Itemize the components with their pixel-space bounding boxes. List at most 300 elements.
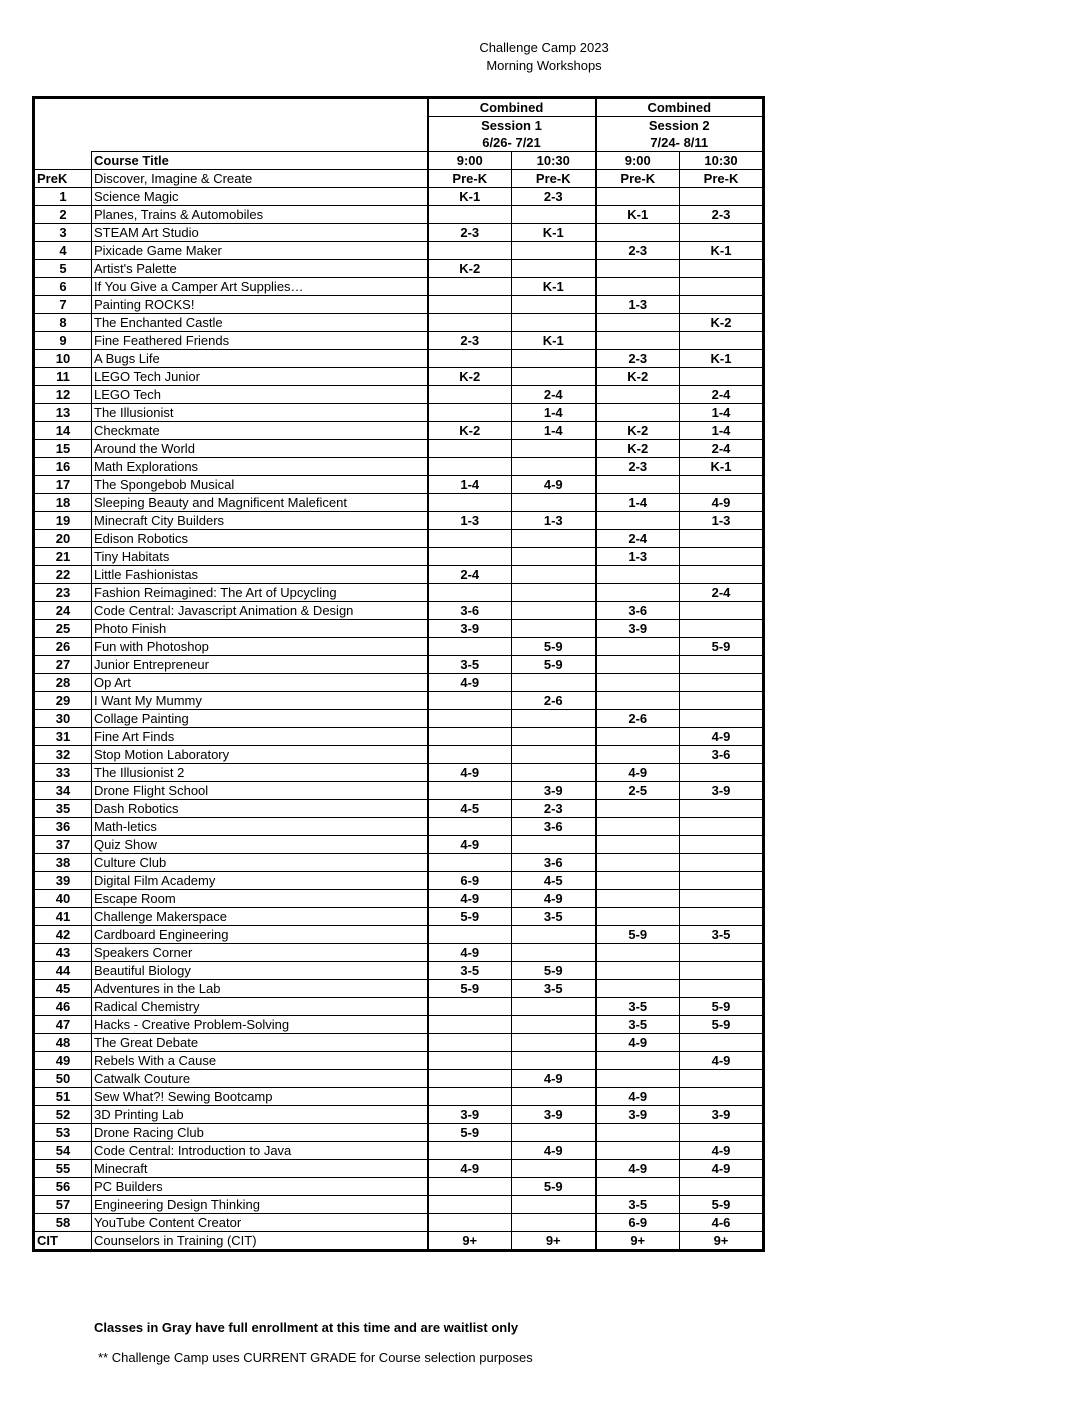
table-row: [34, 620, 764, 638]
session1-9am-grades: [428, 1052, 512, 1070]
course-number: 18: [34, 494, 92, 512]
session2-9am-grades: [596, 818, 680, 836]
course-number: 29: [34, 692, 92, 710]
session1-1030-grades: K-1: [512, 278, 596, 296]
table-row: [34, 242, 764, 260]
course-number: CIT: [34, 1232, 92, 1251]
session1-9am-grades: K-1: [428, 188, 512, 206]
session2-1030-grades: 2-4: [680, 584, 764, 602]
course-title: Checkmate: [92, 422, 428, 440]
course-title: The Illusionist 2: [92, 764, 428, 782]
session1-1030-grades: [512, 836, 596, 854]
course-title: Code Central: Javascript Animation & Design: [92, 602, 428, 620]
course-title: Fine Feathered Friends: [92, 332, 428, 350]
course-title: Planes, Trains & Automobiles: [92, 206, 428, 224]
session2-1030-grades: 3-9: [680, 782, 764, 800]
session2-1030-grades: K-1: [680, 458, 764, 476]
session1-1030-grades: [512, 620, 596, 638]
course-title: The Great Debate: [92, 1034, 428, 1052]
session1-9am-grades: [428, 854, 512, 872]
session1-9am-grades: [428, 1070, 512, 1088]
course-title: Digital Film Academy: [92, 872, 428, 890]
session2-1030-grades: 9+: [680, 1232, 764, 1251]
table-row: [34, 1070, 764, 1088]
course-number: 57: [34, 1196, 92, 1214]
course-number: 10: [34, 350, 92, 368]
session1-9am-grades: [428, 242, 512, 260]
course-title: Rebels With a Cause: [92, 1052, 428, 1070]
session2-1030-grades: 1-4: [680, 404, 764, 422]
session2-9am-grades: 2-3: [596, 242, 680, 260]
session1-1030-grades: 4-9: [512, 1070, 596, 1088]
course-number: 43: [34, 944, 92, 962]
session1-9am-grades: 3-9: [428, 1106, 512, 1124]
session2-9am-grades: [596, 386, 680, 404]
table-row: [34, 368, 764, 386]
course-number: 41: [34, 908, 92, 926]
session1-1030-grades: 2-4: [512, 386, 596, 404]
course-title: Fun with Photoshop: [92, 638, 428, 656]
session2-9am-grades: 3-6: [596, 602, 680, 620]
session2-9am-grades: Pre-K: [596, 170, 680, 188]
session2-1030-grades: [680, 800, 764, 818]
course-title: Sleeping Beauty and Magnificent Maleficent: [92, 494, 428, 512]
course-number: PreK: [34, 170, 92, 188]
course-title: Around the World: [92, 440, 428, 458]
session2-1030-grades: 1-4: [680, 422, 764, 440]
session2-9am-grades: K-2: [596, 422, 680, 440]
session1-1030-grades: [512, 1160, 596, 1178]
session1-9am-grades: 9+: [428, 1232, 512, 1251]
course-number: 51: [34, 1088, 92, 1106]
session1-1030-grades: [512, 710, 596, 728]
table-row: [34, 296, 764, 314]
session2-1030-grades: 4-9: [680, 728, 764, 746]
course-number: 4: [34, 242, 92, 260]
session1-9am-grades: [428, 404, 512, 422]
course-title: Discover, Imagine & Create: [92, 170, 428, 188]
course-number: 37: [34, 836, 92, 854]
session2-1030-grades: [680, 908, 764, 926]
course-title: Science Magic: [92, 188, 428, 206]
session2-9am-grades: K-1: [596, 206, 680, 224]
session2-9am-grades: 1-4: [596, 494, 680, 512]
course-title: Sew What?! Sewing Bootcamp: [92, 1088, 428, 1106]
course-title: Engineering Design Thinking: [92, 1196, 428, 1214]
session2-label: Session 2: [596, 117, 764, 135]
session2-9am-grades: [596, 584, 680, 602]
session1-9am-grades: [428, 710, 512, 728]
session1-9am-grades: 5-9: [428, 908, 512, 926]
session2-9am-grades: 4-9: [596, 764, 680, 782]
course-title: Op Art: [92, 674, 428, 692]
table-row: [34, 1142, 764, 1160]
session1-9am-grades: [428, 350, 512, 368]
session2-9am-grades: 3-9: [596, 1106, 680, 1124]
table-row: [34, 1160, 764, 1178]
course-number: 23: [34, 584, 92, 602]
session1-9am-grades: [428, 458, 512, 476]
table-row: [34, 476, 764, 494]
session1-9am-grades: 5-9: [428, 980, 512, 998]
time-header: 10:30: [512, 152, 596, 170]
session2-9am-grades: [596, 890, 680, 908]
session1-9am-grades: [428, 440, 512, 458]
session2-9am-grades: 2-5: [596, 782, 680, 800]
course-title: Challenge Makerspace: [92, 908, 428, 926]
course-title: Edison Robotics: [92, 530, 428, 548]
session2-9am-grades: [596, 836, 680, 854]
course-title: Painting ROCKS!: [92, 296, 428, 314]
session2-combined-label: Combined: [596, 98, 764, 117]
course-number: 49: [34, 1052, 92, 1070]
session2-1030-grades: [680, 296, 764, 314]
page-subtitle: Morning Workshops: [486, 58, 602, 73]
session1-1030-grades: [512, 998, 596, 1016]
session1-9am-grades: [428, 782, 512, 800]
session2-1030-grades: Pre-K: [680, 170, 764, 188]
session1-1030-grades: 5-9: [512, 656, 596, 674]
session2-1030-grades: [680, 620, 764, 638]
table-row: [34, 350, 764, 368]
table-row: [34, 530, 764, 548]
course-number: 8: [34, 314, 92, 332]
table-row: [34, 944, 764, 962]
session2-9am-grades: 2-3: [596, 350, 680, 368]
table-row: [34, 314, 764, 332]
session1-1030-grades: 3-9: [512, 782, 596, 800]
session2-9am-grades: [596, 692, 680, 710]
session2-9am-grades: [596, 314, 680, 332]
course-title: STEAM Art Studio: [92, 224, 428, 242]
session1-1030-grades: 1-3: [512, 512, 596, 530]
table-row: [34, 224, 764, 242]
session1-1030-grades: 5-9: [512, 638, 596, 656]
course-number: 13: [34, 404, 92, 422]
table-row: [34, 638, 764, 656]
course-number: 9: [34, 332, 92, 350]
session2-1030-grades: K-2: [680, 314, 764, 332]
session1-9am-grades: [428, 926, 512, 944]
course-number: 1: [34, 188, 92, 206]
course-number: 40: [34, 890, 92, 908]
table-row: [34, 746, 764, 764]
session1-9am-grades: [428, 296, 512, 314]
session1-1030-grades: [512, 458, 596, 476]
session2-1030-grades: 2-4: [680, 386, 764, 404]
course-number: 28: [34, 674, 92, 692]
session1-9am-grades: [428, 494, 512, 512]
session1-9am-grades: [428, 728, 512, 746]
session1-9am-grades: K-2: [428, 422, 512, 440]
session2-9am-grades: [596, 404, 680, 422]
session1-1030-grades: [512, 548, 596, 566]
session1-dates: 6/26- 7/21: [428, 134, 596, 152]
session1-1030-grades: 3-6: [512, 818, 596, 836]
session2-9am-grades: [596, 1070, 680, 1088]
course-number: 39: [34, 872, 92, 890]
session1-1030-grades: 9+: [512, 1232, 596, 1251]
session2-9am-grades: 2-4: [596, 530, 680, 548]
session2-1030-grades: 4-9: [680, 1052, 764, 1070]
session2-1030-grades: [680, 368, 764, 386]
course-number: 54: [34, 1142, 92, 1160]
session1-1030-grades: [512, 1016, 596, 1034]
session2-1030-grades: 4-9: [680, 1142, 764, 1160]
session2-1030-grades: [680, 332, 764, 350]
time-header: 9:00: [428, 152, 512, 170]
course-title: Drone Racing Club: [92, 1124, 428, 1142]
session1-9am-grades: [428, 548, 512, 566]
course-number: 31: [34, 728, 92, 746]
course-title: If You Give a Camper Art Supplies…: [92, 278, 428, 296]
session1-9am-grades: 4-9: [428, 890, 512, 908]
session1-1030-grades: 5-9: [512, 962, 596, 980]
session2-1030-grades: 3-6: [680, 746, 764, 764]
table-row: [34, 512, 764, 530]
session2-1030-grades: [680, 1034, 764, 1052]
session2-9am-grades: [596, 332, 680, 350]
session1-9am-grades: 3-5: [428, 656, 512, 674]
table-row: [34, 1196, 764, 1214]
course-number: 22: [34, 566, 92, 584]
session1-9am-grades: [428, 1142, 512, 1160]
course-title: Cardboard Engineering: [92, 926, 428, 944]
session1-1030-grades: 1-4: [512, 422, 596, 440]
session1-1030-grades: [512, 206, 596, 224]
session1-label: Session 1: [428, 117, 596, 135]
table-row: [34, 206, 764, 224]
session2-9am-grades: [596, 1052, 680, 1070]
session2-1030-grades: [680, 278, 764, 296]
table-row: [34, 1106, 764, 1124]
session2-1030-grades: [680, 188, 764, 206]
session1-1030-grades: [512, 1124, 596, 1142]
session2-1030-grades: [680, 1070, 764, 1088]
session1-9am-grades: 4-9: [428, 674, 512, 692]
session2-dates: 7/24- 8/11: [596, 134, 764, 152]
session2-9am-grades: 3-5: [596, 1016, 680, 1034]
course-title: Radical Chemistry: [92, 998, 428, 1016]
session1-9am-grades: 4-5: [428, 800, 512, 818]
session2-9am-grades: [596, 260, 680, 278]
session1-1030-grades: K-1: [512, 332, 596, 350]
course-number: 47: [34, 1016, 92, 1034]
session1-1030-grades: [512, 368, 596, 386]
session2-9am-grades: K-2: [596, 440, 680, 458]
session2-1030-grades: [680, 692, 764, 710]
session1-9am-grades: 2-3: [428, 332, 512, 350]
course-title: Math Explorations: [92, 458, 428, 476]
session1-1030-grades: [512, 602, 596, 620]
table-row: [34, 980, 764, 998]
session1-1030-grades: [512, 494, 596, 512]
session1-1030-grades: [512, 584, 596, 602]
session2-9am-grades: 4-9: [596, 1160, 680, 1178]
course-title: Fine Art Finds: [92, 728, 428, 746]
schedule-table: [32, 96, 765, 1252]
session2-1030-grades: [680, 818, 764, 836]
session2-1030-grades: 3-9: [680, 1106, 764, 1124]
table-row: [34, 260, 764, 278]
session2-1030-grades: [680, 854, 764, 872]
session2-9am-grades: [596, 278, 680, 296]
session1-1030-grades: [512, 440, 596, 458]
session2-1030-grades: K-1: [680, 242, 764, 260]
course-title: The Enchanted Castle: [92, 314, 428, 332]
session2-1030-grades: 1-3: [680, 512, 764, 530]
session2-9am-grades: [596, 728, 680, 746]
session2-1030-grades: [680, 1124, 764, 1142]
session2-1030-grades: [680, 1178, 764, 1196]
session1-1030-grades: [512, 944, 596, 962]
course-title: Stop Motion Laboratory: [92, 746, 428, 764]
session2-9am-grades: [596, 746, 680, 764]
course-number: 5: [34, 260, 92, 278]
course-number: 3: [34, 224, 92, 242]
session2-1030-grades: 5-9: [680, 998, 764, 1016]
course-title: YouTube Content Creator: [92, 1214, 428, 1232]
session1-1030-grades: 1-4: [512, 404, 596, 422]
session1-1030-grades: 4-9: [512, 476, 596, 494]
session2-9am-grades: 9+: [596, 1232, 680, 1251]
table-row: [34, 422, 764, 440]
session1-9am-grades: [428, 314, 512, 332]
table-row: [34, 1034, 764, 1052]
session2-9am-grades: [596, 908, 680, 926]
number-column-header: [34, 152, 92, 170]
course-title: LEGO Tech Junior: [92, 368, 428, 386]
course-number: 42: [34, 926, 92, 944]
table-row: [34, 188, 764, 206]
session2-1030-grades: [680, 674, 764, 692]
session2-1030-grades: 4-6: [680, 1214, 764, 1232]
session2-9am-grades: [596, 656, 680, 674]
session2-9am-grades: 3-5: [596, 998, 680, 1016]
course-number: 33: [34, 764, 92, 782]
course-title: A Bugs Life: [92, 350, 428, 368]
course-title: Fashion Reimagined: The Art of Upcycling: [92, 584, 428, 602]
session1-1030-grades: 3-5: [512, 980, 596, 998]
course-number: 38: [34, 854, 92, 872]
course-title: Drone Flight School: [92, 782, 428, 800]
time-header: 9:00: [596, 152, 680, 170]
session1-9am-grades: [428, 206, 512, 224]
course-number: 16: [34, 458, 92, 476]
gray-enrollment-note: Classes in Gray have full enrollment at this time and are waitlist only: [94, 1320, 519, 1335]
course-title: Minecraft: [92, 1160, 428, 1178]
table-row: [34, 998, 764, 1016]
session2-9am-grades: [596, 800, 680, 818]
session1-1030-grades: [512, 1034, 596, 1052]
session1-9am-grades: 3-6: [428, 602, 512, 620]
session1-9am-grades: [428, 278, 512, 296]
course-title: The Spongebob Musical: [92, 476, 428, 494]
session1-1030-grades: 2-3: [512, 800, 596, 818]
session1-9am-grades: [428, 746, 512, 764]
header-blank: [34, 98, 428, 152]
session2-9am-grades: 6-9: [596, 1214, 680, 1232]
course-title: Quiz Show: [92, 836, 428, 854]
course-title: Minecraft City Builders: [92, 512, 428, 530]
page-title: Challenge Camp 2023: [479, 40, 609, 55]
table-row: [34, 764, 764, 782]
table-row: [34, 854, 764, 872]
course-title: Tiny Habitats: [92, 548, 428, 566]
session1-1030-grades: [512, 674, 596, 692]
course-number: 52: [34, 1106, 92, 1124]
session1-9am-grades: 2-3: [428, 224, 512, 242]
session2-9am-grades: [596, 674, 680, 692]
table-row: [34, 386, 764, 404]
table-row: [34, 872, 764, 890]
session2-9am-grades: [596, 1124, 680, 1142]
session2-1030-grades: 5-9: [680, 638, 764, 656]
course-title: Junior Entrepreneur: [92, 656, 428, 674]
session1-9am-grades: [428, 1016, 512, 1034]
course-title: I Want My Mummy: [92, 692, 428, 710]
course-title: Little Fashionistas: [92, 566, 428, 584]
session1-9am-grades: [428, 1196, 512, 1214]
session1-9am-grades: 3-9: [428, 620, 512, 638]
course-title: Counselors in Training (CIT): [92, 1232, 428, 1251]
session1-1030-grades: [512, 566, 596, 584]
course-number: 26: [34, 638, 92, 656]
session2-1030-grades: [680, 476, 764, 494]
course-title: Photo Finish: [92, 620, 428, 638]
course-number: 15: [34, 440, 92, 458]
table-row: [34, 548, 764, 566]
table-row: [34, 692, 764, 710]
session2-1030-grades: [680, 548, 764, 566]
course-number: 58: [34, 1214, 92, 1232]
course-number: 35: [34, 800, 92, 818]
session1-9am-grades: [428, 1178, 512, 1196]
session2-1030-grades: [680, 530, 764, 548]
table-row: [34, 908, 764, 926]
table-row: [34, 278, 764, 296]
session1-9am-grades: [428, 584, 512, 602]
session1-1030-grades: [512, 1088, 596, 1106]
session2-1030-grades: [680, 836, 764, 854]
session2-1030-grades: [680, 260, 764, 278]
session1-1030-grades: 4-5: [512, 872, 596, 890]
session2-9am-grades: [596, 944, 680, 962]
session1-9am-grades: 1-3: [428, 512, 512, 530]
session2-9am-grades: [596, 980, 680, 998]
course-number: 36: [34, 818, 92, 836]
table-row: [34, 836, 764, 854]
session1-1030-grades: 3-6: [512, 854, 596, 872]
session2-1030-grades: [680, 602, 764, 620]
session2-9am-grades: [596, 872, 680, 890]
session1-9am-grades: K-2: [428, 260, 512, 278]
course-number: 45: [34, 980, 92, 998]
session1-9am-grades: 4-9: [428, 764, 512, 782]
session1-1030-grades: [512, 746, 596, 764]
session2-9am-grades: 3-9: [596, 620, 680, 638]
session1-9am-grades: [428, 1088, 512, 1106]
session2-9am-grades: [596, 638, 680, 656]
session2-1030-grades: [680, 224, 764, 242]
session1-9am-grades: [428, 386, 512, 404]
course-number: 17: [34, 476, 92, 494]
grade-note: ** Challenge Camp uses CURRENT GRADE for Course selection purposes: [98, 1350, 533, 1365]
session1-1030-grades: 3-9: [512, 1106, 596, 1124]
table-row: [34, 962, 764, 980]
session1-9am-grades: [428, 1034, 512, 1052]
session2-1030-grades: 5-9: [680, 1016, 764, 1034]
